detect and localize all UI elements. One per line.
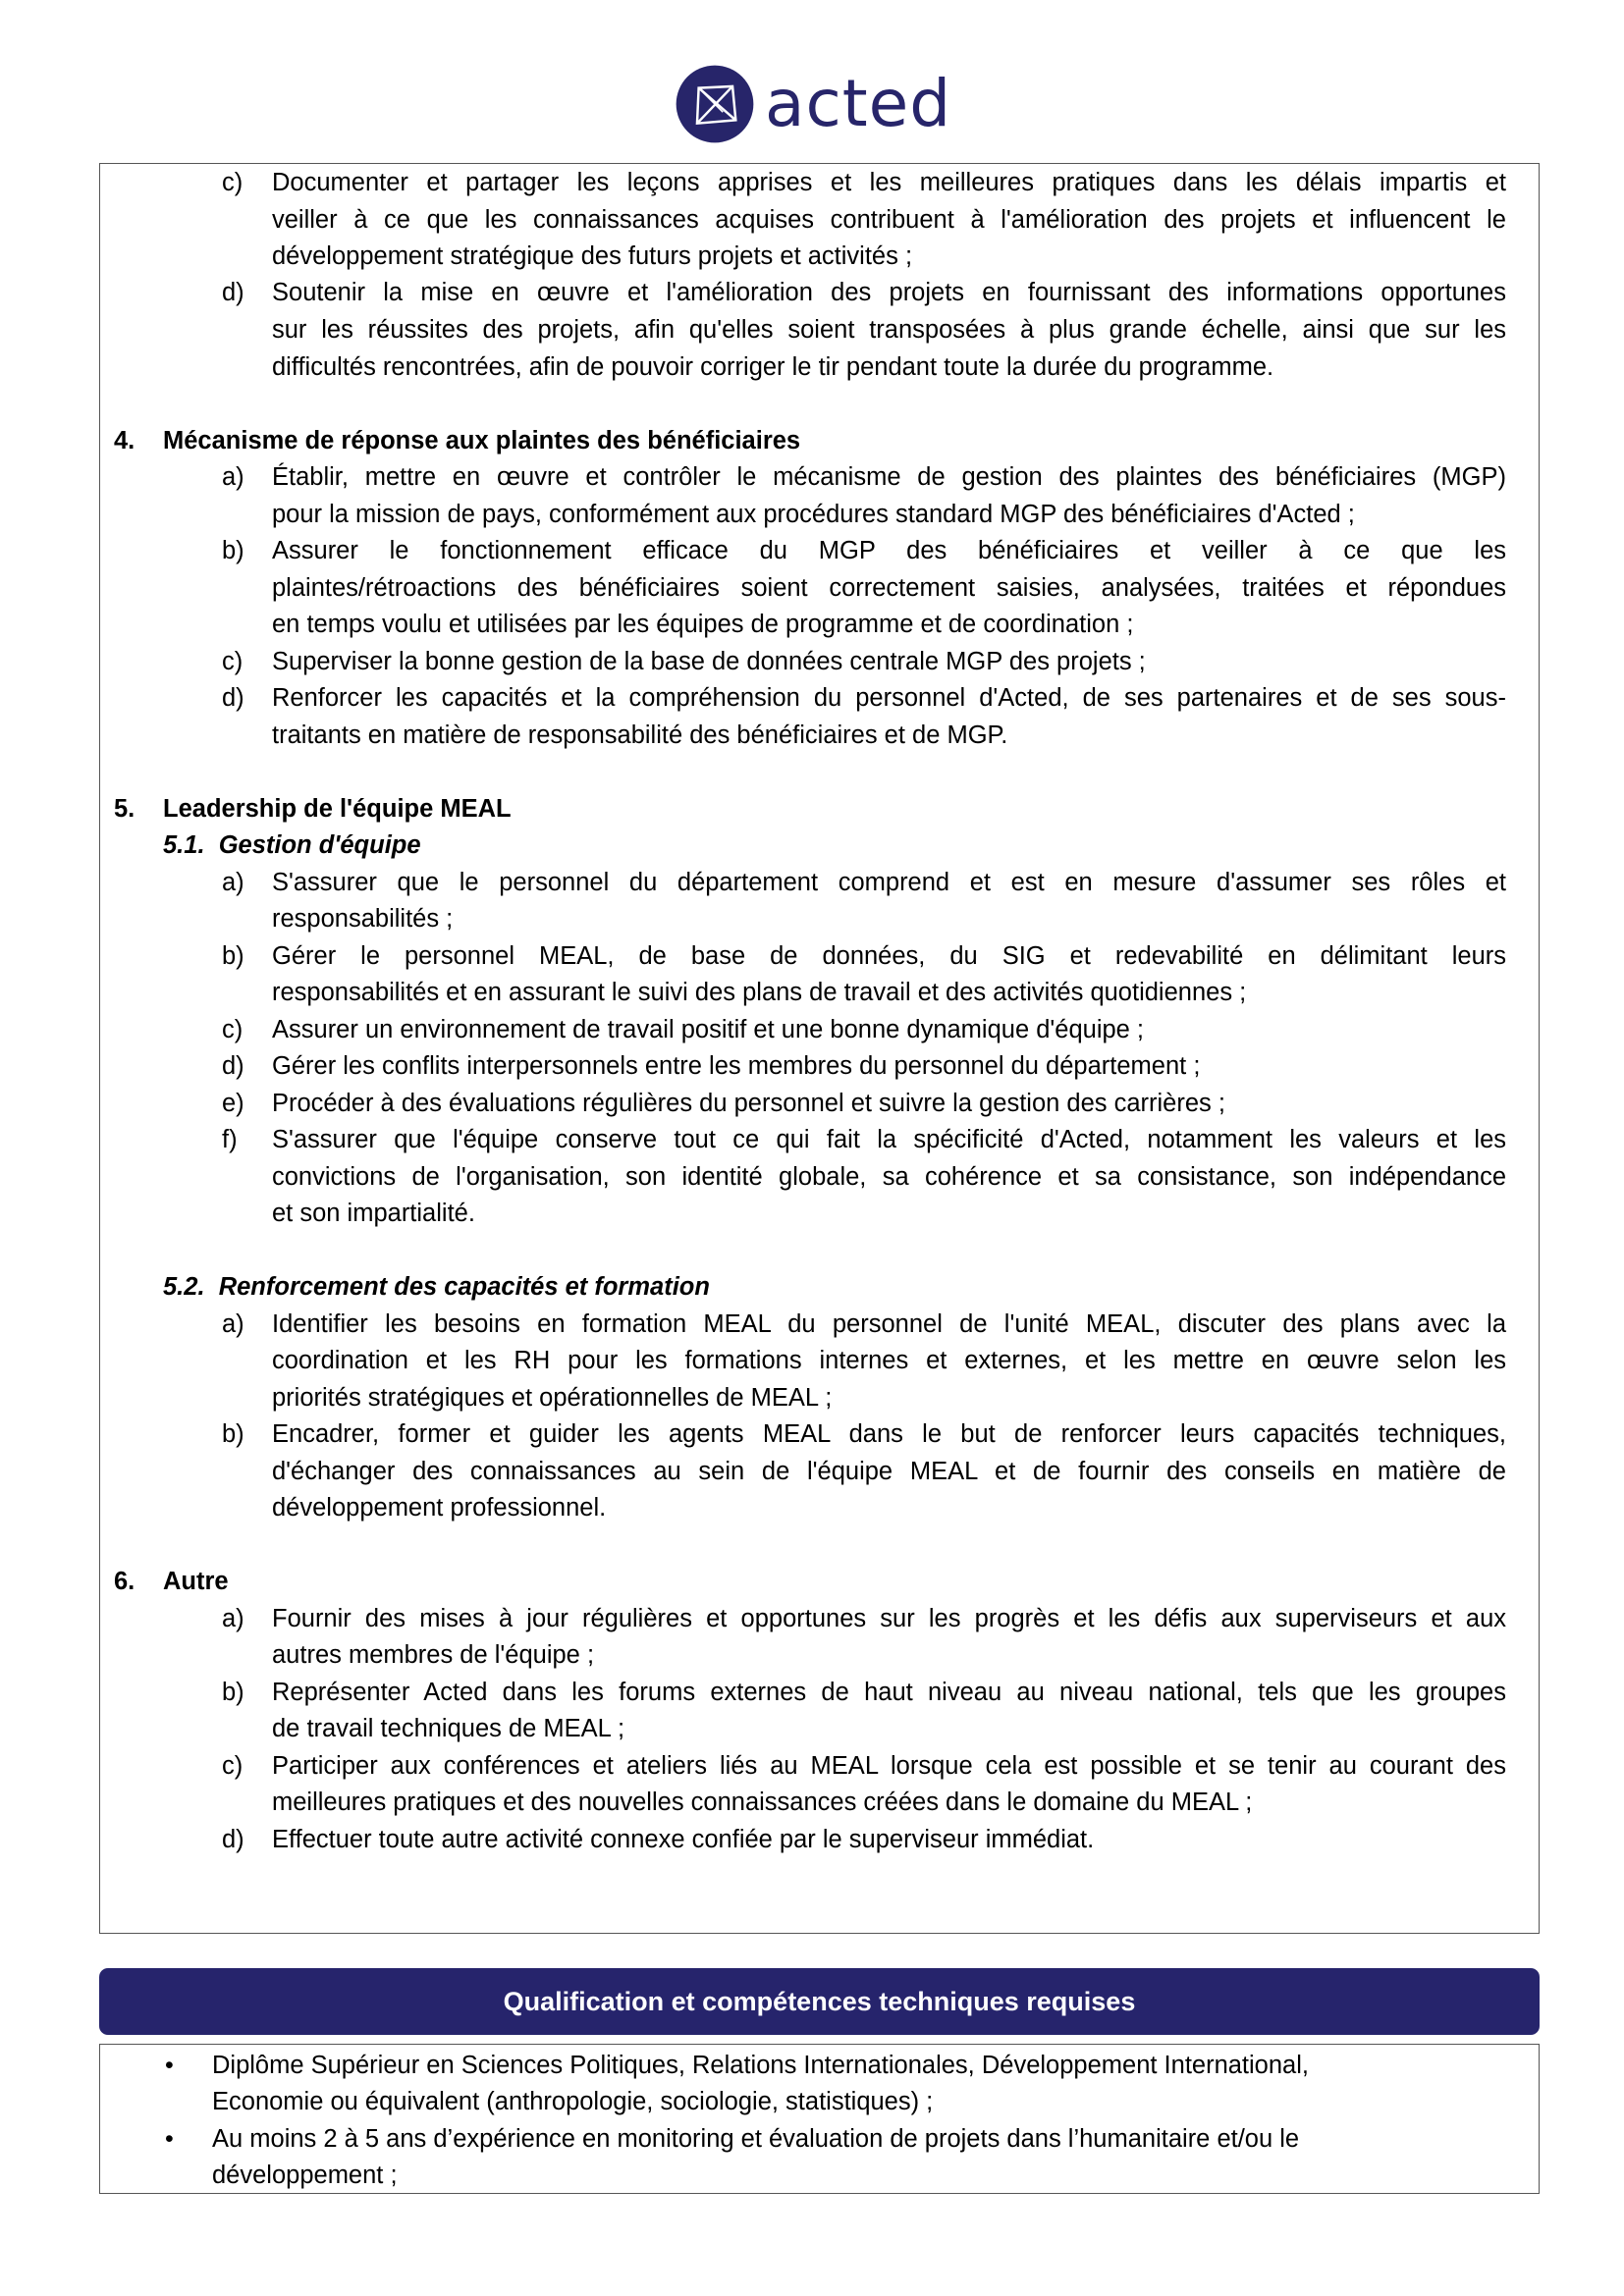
list-item-line: Participer aux conférences et ateliers liés au MEAL lorsque cela est possible et se tenir au courant des <box>272 1752 1506 1780</box>
section-heading: Autre <box>163 1568 229 1595</box>
list-item-line: Gérer les conflits interpersonnels entre les membres du personnel du département ; <box>272 1052 1201 1080</box>
list-item-line: Représenter Acted dans les forums externes de haut niveau au niveau national, tels que les groupes <box>272 1679 1506 1706</box>
section-number: 5. <box>114 795 135 823</box>
list-item-line: développement professionnel. <box>272 1494 607 1522</box>
list-item-line: responsabilités ; <box>272 905 454 933</box>
list-item-line: Établir, mettre en œuvre et contrôler le mécanisme de gestion des plaintes des bénéficiaires (MGP) <box>272 463 1506 491</box>
list-item-line: veiller à ce que les connaissances acquises contribuent à l'amélioration des projets et influencent le <box>272 206 1506 234</box>
list-item-line: développement stratégique des futurs projets et activités ; <box>272 242 913 270</box>
qualification-line: Au moins 2 à 5 ans d’expérience en monitoring et évaluation de projets dans l’humanitaire et/ou le <box>212 2125 1300 2153</box>
list-marker: a) <box>222 463 244 491</box>
list-item-line: S'assurer que le personnel du département comprend et est en mesure d'assumer ses rôles et <box>272 869 1506 896</box>
list-item-line: Fournir des mises à jour régulières et opportunes sur les progrès et les défis aux superviseurs et aux <box>272 1605 1506 1632</box>
section-heading: Leadership de l'équipe MEAL <box>163 795 512 823</box>
list-marker: d) <box>222 1826 244 1853</box>
list-marker: f) <box>222 1126 238 1153</box>
list-item-line: sur les réussites des projets, afin qu'elles soient transposées à plus grande échelle, ainsi que sur les <box>272 316 1506 344</box>
qualifications-title: Qualification et compétences techniques requises <box>503 1986 1136 2016</box>
list-item-line: Identifier les besoins en formation MEAL du personnel de l'unité MEAL, discuter des plans avec la <box>272 1310 1506 1338</box>
list-item-line: Effectuer toute autre activité connexe confiée par le superviseur immédiat. <box>272 1826 1095 1853</box>
section-heading: Mécanisme de réponse aux plaintes des bénéficiaires <box>163 427 801 454</box>
list-item-line: Superviser la bonne gestion de la base de données centrale MGP des projets ; <box>272 648 1146 675</box>
list-item-line: convictions de l'organisation, son identité globale, sa cohérence et sa consistance, son indépendance <box>272 1163 1506 1191</box>
list-item-line: priorités stratégiques et opérationnelles de MEAL ; <box>272 1384 833 1412</box>
list-item-line: Encadrer, former et guider les agents MEAL dans le but de renforcer leurs capacités techniques, <box>272 1420 1506 1448</box>
list-marker: d) <box>222 279 244 306</box>
list-marker: b) <box>222 537 244 564</box>
qualification-line: Economie ou équivalent (anthropologie, sociologie, statistiques) ; <box>212 2088 934 2115</box>
list-item-line: traitants en matière de responsabilité des bénéficiaires et de MGP. <box>272 721 1008 749</box>
subsection-heading: 5.2. Renforcement des capacités et formation <box>163 1273 710 1301</box>
list-marker: b) <box>222 1679 244 1706</box>
list-item-line: Assurer un environnement de travail positif et une bonne dynamique d'équipe ; <box>272 1016 1145 1043</box>
qualifications-banner <box>99 1968 1540 2035</box>
section-number: 4. <box>114 427 135 454</box>
acted-logo <box>675 62 951 146</box>
list-marker: d) <box>222 684 244 712</box>
list-marker: b) <box>222 1420 244 1448</box>
list-marker: c) <box>222 1752 244 1780</box>
list-marker: a) <box>222 869 244 896</box>
list-marker: d) <box>222 1052 244 1080</box>
list-item-line: d'échanger des connaissances au sein de l'équipe MEAL et de fournir des conseils en matière de <box>272 1458 1506 1485</box>
list-item-line: Procéder à des évaluations régulières du personnel et suivre la gestion des carrières ; <box>272 1090 1225 1117</box>
list-item-line: meilleures pratiques et des nouvelles connaissances créées dans le domaine du MEAL ; <box>272 1789 1253 1816</box>
list-item-line: Documenter et partager les leçons apprises et les meilleures pratiques dans les délais impartis et <box>272 169 1506 196</box>
list-item-line: et son impartialité. <box>272 1200 475 1227</box>
list-item-line: plaintes/rétroactions des bénéficiaires soient correctement saisies, analysées, traitées et répondues <box>272 574 1506 602</box>
list-marker: b) <box>222 942 244 970</box>
list-marker: c) <box>222 169 244 196</box>
list-item-line: Assurer le fonctionnement efficace du MGP des bénéficiaires et veiller à ce que les <box>272 537 1506 564</box>
list-item-line: responsabilités et en assurant le suivi des plans de travail et des activités quotidiennes ; <box>272 979 1247 1006</box>
list-marker: e) <box>222 1090 244 1117</box>
list-marker: a) <box>222 1605 244 1632</box>
list-item-line: Renforcer les capacités et la compréhension du personnel d'Acted, de ses partenaires et de ses sous- <box>272 684 1506 712</box>
qualification-line: Diplôme Supérieur en Sciences Politiques, Relations Internationales, Développement International, <box>212 2052 1309 2079</box>
list-item-line: autres membres de l'équipe ; <box>272 1641 595 1669</box>
list-item-line: coordination et les RH pour les formations internes et externes, et les mettre en œuvre selon les <box>272 1347 1506 1374</box>
list-marker: c) <box>222 648 244 675</box>
list-item-line: S'assurer que l'équipe conserve tout ce qui fait la spécificité d'Acted, notamment les valeurs et les <box>272 1126 1506 1153</box>
list-item-line: Gérer le personnel MEAL, de base de données, du SIG et redevabilité en délimitant leurs <box>272 942 1506 970</box>
qualification-line: développement ; <box>212 2162 398 2189</box>
subsection-heading: 5.1. Gestion d'équipe <box>163 831 421 859</box>
list-item-line: en temps voulu et utilisées par les équipes de programme et de coordination ; <box>272 611 1134 638</box>
list-marker: a) <box>222 1310 244 1338</box>
section-number: 6. <box>114 1568 135 1595</box>
acted-logo-text: acted <box>765 66 952 141</box>
acted-logo-mark-icon <box>675 64 755 144</box>
list-item-line: pour la mission de pays, conformément aux procédures standard MGP des bénéficiaires d'Acted ; <box>272 501 1355 528</box>
list-marker: c) <box>222 1016 244 1043</box>
list-item-line: de travail techniques de MEAL ; <box>272 1715 625 1742</box>
list-item-line: Soutenir la mise en œuvre et l'amélioration des projets en fournissant des informations opportunes <box>272 279 1506 306</box>
bullet-icon: • <box>165 2125 174 2153</box>
bullet-icon: • <box>165 2052 174 2079</box>
list-item-line: difficultés rencontrées, afin de pouvoir corriger le tir pendant toute la durée du programme. <box>272 353 1274 381</box>
